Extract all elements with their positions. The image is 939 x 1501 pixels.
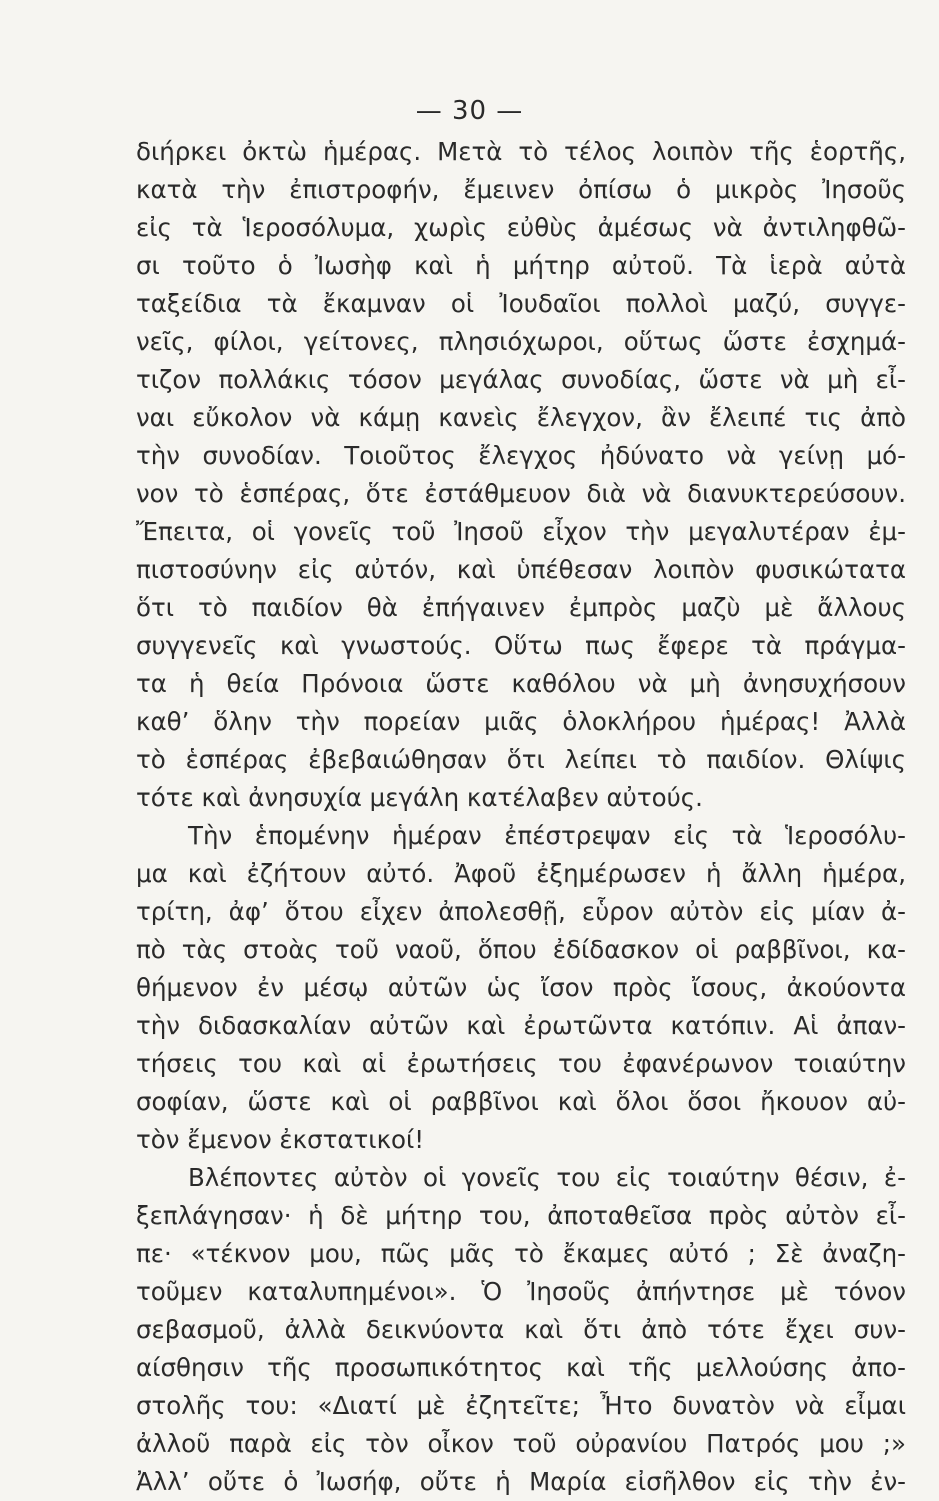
text-line: ὅτι τὸ παιδίον θὰ ἐπήγαινεν ἐμπρὸς μαζὺ μὲ ἄλλους [136,593,906,622]
text-line: ναι εὔκολον νὰ κάμῃ κανεὶς ἔλεγχον, ἂν ἔλειπέ τις ἀπὸ [136,403,906,432]
text-line: τὴν διδασκαλίαν αὐτῶν καὶ ἐρωτῶντα κατόπιν. Αἱ ἀπαν- [136,1011,906,1040]
text-line: μα καὶ ἐζήτουν αὐτό. Ἀφοῦ ἐξημέρωσεν ἡ ἄλλη ἡμέρα, [136,859,906,888]
text-line: ξεπλάγησαν· ἡ δὲ μήτηρ του, ἀποταθεῖσα πρὸς αὐτὸν εἶ- [136,1201,906,1230]
text-line: σοφίαν, ὥστε καὶ οἱ ραββῖνοι καὶ ὅλοι ὅσοι ἤκουον αὐ- [136,1087,906,1116]
text-line: στολῆς του: «Διατί μὲ ἐζητεῖτε; Ἦτο δυνατὸν νὰ εἶμαι [136,1391,906,1420]
page-number: — 30 — [415,96,524,126]
text-line: κατὰ τὴν ἐπιστροφήν, ἔμεινεν ὀπίσω ὁ μικρὸς Ἰησοῦς [136,175,906,204]
text-line: νεῖς, φίλοι, γείτονες, πλησιόχωροι, οὕτως ὥστε ἐσχημά- [136,327,906,356]
text-line: σεβασμοῦ, ἀλλὰ δεικνύοντα καὶ ὅτι ἀπὸ τότε ἔχει συν- [136,1315,906,1344]
text-line: συγγενεῖς καὶ γνωστούς. Οὕτω πως ἔφερε τὰ πράγμα- [136,631,906,660]
text-line: τὸν ἔμενον ἐκστατικοί! [136,1125,425,1154]
text-line: τοῦμεν καταλυπημένοι». Ὁ Ἰησοῦς ἀπήντησε μὲ τόνον [136,1277,906,1306]
text-line: τιζον πολλάκις τόσον μεγάλας συνοδίας, ὥστε νὰ μὴ εἶ- [136,365,906,394]
text-line: πε· «τέκνον μου, πῶς μᾶς τὸ ἔκαμες αὐτό ; Σὲ ἀναζη- [136,1239,906,1268]
text-line: νον τὸ ἑσπέρας, ὅτε ἐστάθμευον διὰ νὰ διανυκτερεύσουν. [136,479,906,508]
text-line: ἀλλοῦ παρὰ εἰς τὸν οἶκον τοῦ οὐρανίου Πατρός μου ;» [136,1429,906,1458]
text-line: διήρκει ὀκτὼ ἡμέρας. Μετὰ τὸ τέλος λοιπὸν τῆς ἑορτῆς, [136,137,906,166]
text-line: Τὴν ἑπομένην ἡμέραν ἐπέστρεψαν εἰς τὰ Ἱεροσόλυ- [188,821,906,850]
text-line: Ἔπειτα, οἱ γονεῖς τοῦ Ἰησοῦ εἶχον τὴν μεγαλυτέραν ἐμ- [136,517,906,546]
text-line: πιστοσύνην εἰς αὐτόν, καὶ ὑπέθεσαν λοιπὸν φυσικώτατα [136,555,906,584]
text-line: ταξείδια τὰ ἔκαμναν οἱ Ἰουδαῖοι πολλοὶ μαζύ, συγγε- [136,289,906,318]
text-line: τὸ ἑσπέρας ἐβεβαιώθησαν ὅτι λείπει τὸ παιδίον. Θλίψις [136,745,906,774]
text-line: θήμενον ἐν μέσῳ αὐτῶν ὡς ἴσον πρὸς ἴσους, ἀκούοντα [136,973,906,1002]
text-line: τα ἡ θεία Πρόνοια ὥστε καθόλου νὰ μὴ ἀνησυχήσουν [136,669,906,698]
text-line: αίσθησιν τῆς προσωπικότητος καὶ τῆς μελλούσης ἀπο- [136,1353,906,1382]
text-line: καθ’ ὅλην τὴν πορείαν μιᾶς ὁλοκλήρου ἡμέρας! Ἀλλὰ [136,707,906,736]
text-line: τότε καὶ ἀνησυχία μεγάλη κατέλαβεν αὐτούς. [136,783,703,812]
text-line: σι τοῦτο ὁ Ἰωσὴφ καὶ ἡ μήτηρ αὐτοῦ. Τὰ ἱερὰ αὐτὰ [136,251,906,280]
text-line: τρίτη, ἀφ’ ὅτου εἶχεν ἀπολεσθῇ, εὗρον αὐτὸν εἰς μίαν ἀ- [136,897,906,926]
text-line: τήσεις του καὶ αἱ ἐρωτήσεις του ἐφανέρωνον τοιαύτην [136,1049,906,1078]
text-line: Ἀλλ’ οὔτε ὁ Ἰωσήφ, οὔτε ἡ Μαρία εἰσῆλθον εἰς τὴν ἐν- [136,1467,906,1496]
text-line: Βλέποντες αὐτὸν οἱ γονεῖς του εἰς τοιαύτην θέσιν, ἐ- [188,1163,906,1192]
text-line: πὸ τὰς στοὰς τοῦ ναοῦ, ὅπου ἐδίδασκον οἱ ραββῖνοι, κα- [136,935,906,964]
text-line: εἰς τὰ Ἱεροσόλυμα, χωρὶς εὐθὺς ἀμέσως νὰ ἀντιληφθῶ- [136,213,906,242]
text-line: τὴν συνοδίαν. Τοιοῦτος ἔλεγχος ἠδύνατο νὰ γείνῃ μό- [136,441,906,470]
body-text [136,133,906,1501]
